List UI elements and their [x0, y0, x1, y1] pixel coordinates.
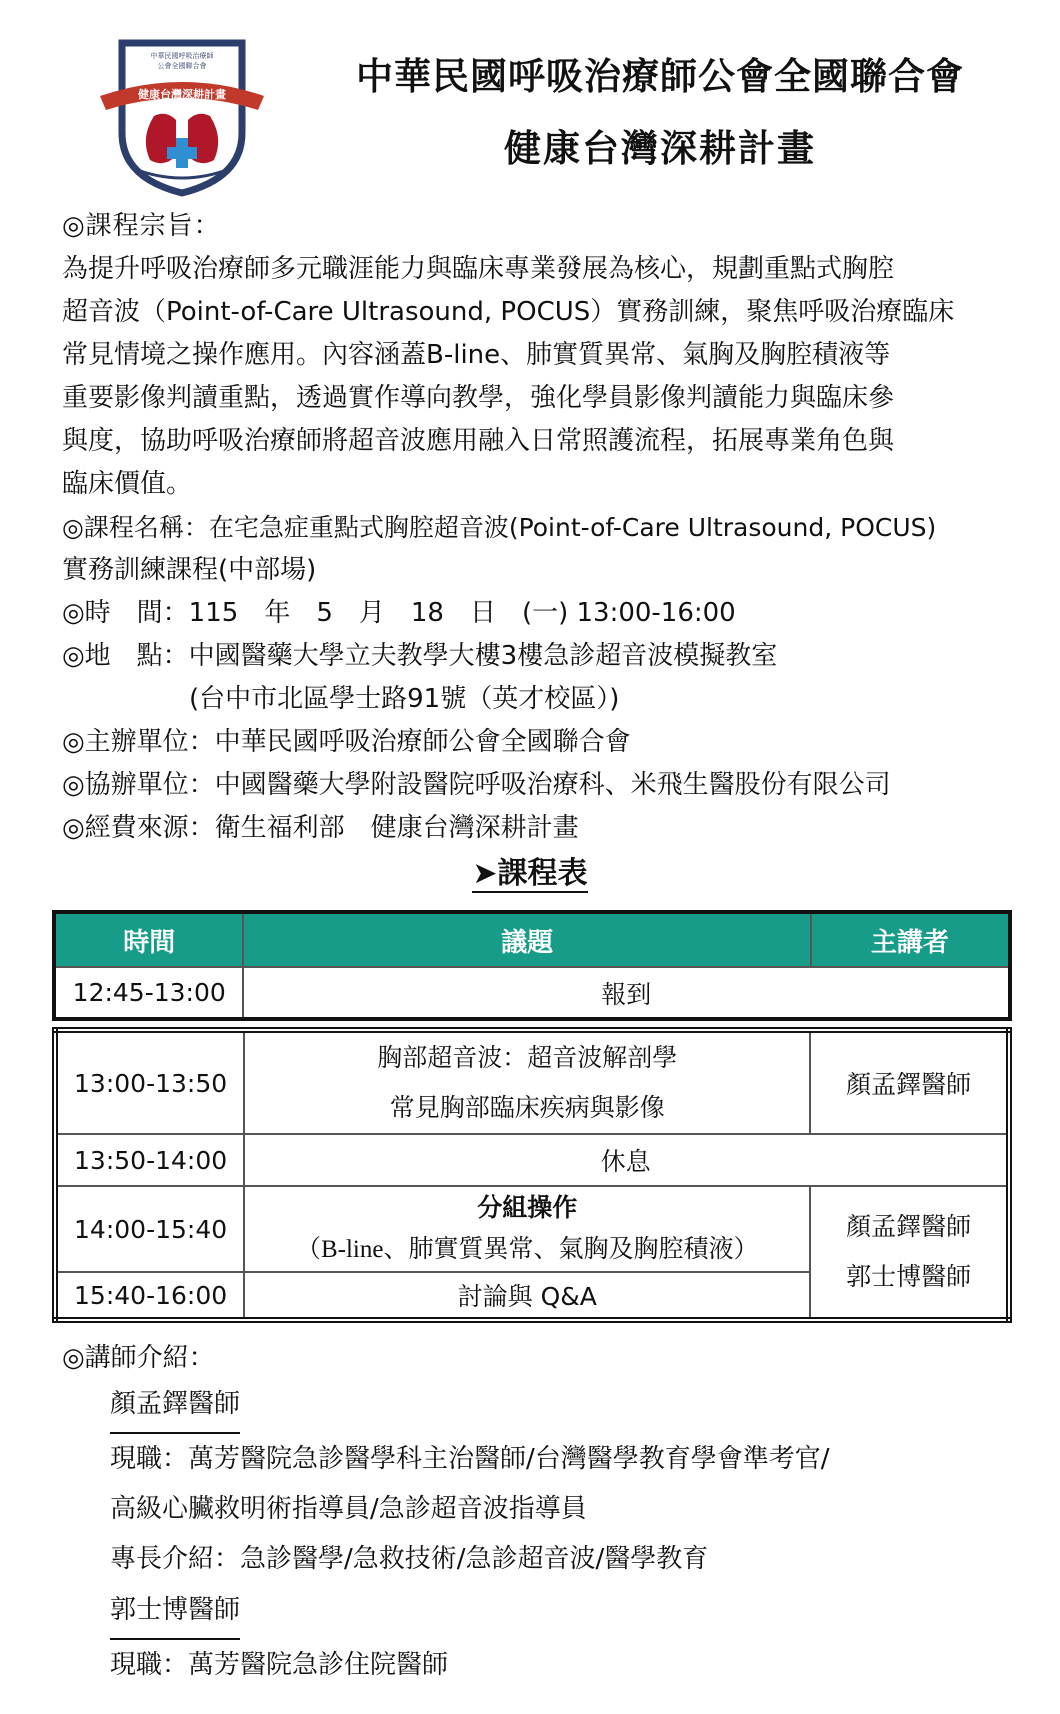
course-name-cont: 實務訓練課程(中部場) — [62, 555, 317, 585]
cell-topic: 討論與 Q&A — [244, 1272, 810, 1320]
svg-text:健康台灣深耕計畫: 健康台灣深耕計畫 — [138, 88, 226, 101]
co-organizer: ◎協辦單位：中國醫藥大學附設醫院呼吸治療科、米飛生醫股份有限公司 — [62, 770, 891, 800]
table-row — [55, 1186, 1009, 1272]
course-name: ◎課程名稱：在宅急症重點式胸腔超音波(Point-of-Care Ultrasound, POCUS) — [62, 513, 937, 542]
purpose-line: 常見情境之操作應用。內容涵蓋B-line、肺實質異常、氣胸及胸腔積液等 — [62, 340, 891, 370]
lecturer-name: 郭士博醫師 — [62, 1584, 1022, 1640]
table-row — [54, 967, 1010, 1019]
lecturer-job: 現職：萬芳醫院急診住院醫師 — [110, 1650, 449, 1680]
svg-text:公會全國聯合會: 公會全國聯合會 — [157, 62, 207, 70]
lecturer-job: 高級心臟救明術指導員/急診超音波指導員 — [110, 1494, 587, 1524]
svg-text:中華民國呼吸治療師: 中華民國呼吸治療師 — [150, 52, 214, 60]
schedule-table — [52, 910, 1012, 1323]
association-logo — [92, 38, 272, 198]
cell-topic: 分組操作 （B-line、肺實質異常、氣胸及胸腔積液） — [244, 1186, 810, 1272]
funding-source: ◎經費來源：衛生福利部 健康台灣深耕計畫 — [62, 813, 579, 843]
course-address: (台中市北區學士路91號（英才校區）) — [189, 684, 620, 714]
header-topic: 議題 — [243, 912, 810, 967]
title-line-2: 健康台灣深耕計畫 — [504, 127, 816, 170]
purpose-line: 臨床價值。 — [62, 469, 193, 499]
purpose-label: ◎課程宗旨： — [62, 211, 221, 241]
cell-time: 13:50-14:00 — [55, 1134, 244, 1186]
cell-time: 12:45-13:00 — [54, 967, 243, 1019]
cell-topic: 胸部超音波：超音波解剖學 常見胸部臨床疾病與影像 — [244, 1030, 810, 1134]
cell-time: 13:00-13:50 — [55, 1030, 244, 1134]
cell-speaker: 顏孟鐸醫師 — [810, 1030, 1009, 1134]
lecturer-label: ◎講師介紹： — [62, 1343, 215, 1373]
course-time: ◎時 間：115 年 5 月 18 日 (一) 13:00-16:00 — [62, 598, 736, 628]
cell-time: 15:40-16:00 — [55, 1272, 244, 1320]
course-info — [62, 205, 1012, 850]
cell-time: 14:00-15:40 — [55, 1186, 244, 1272]
cell-speaker: 顏孟鐸醫師 郭士博醫師 — [810, 1186, 1009, 1320]
lecturer-specialty: 專長介紹：急診醫學/急救技術/急診超音波/醫學教育 — [110, 1544, 709, 1574]
course-location: ◎地 點：中國醫藥大學立夫教學大樓3樓急診超音波模擬教室 — [62, 641, 778, 671]
header-speaker: 主講者 — [811, 912, 1010, 967]
lecturer-job: 現職：萬芳醫院急診醫學科主治醫師/台灣醫學教育學會準考官/ — [110, 1444, 830, 1474]
header-time: 時間 — [54, 912, 243, 967]
title-line-1: 中華民國呼吸治療師公會全國聯合會 — [356, 55, 964, 98]
table-header-row — [54, 912, 1010, 967]
purpose-line: 為提升呼吸治療師多元職涯能力與臨床專業發展為核心，規劃重點式胸腔 — [62, 254, 895, 284]
purpose-line: 重要影像判讀重點，透過實作導向教學，強化學員影像判讀能力與臨床參 — [62, 383, 895, 413]
schedule-title: ➤課程表 — [472, 856, 588, 891]
purpose-line: 超音波（Point-of-Care Ultrasound, POCUS）實務訓練，聚焦呼吸治療臨床 — [62, 297, 955, 327]
lecturer-name: 顏孟鐸醫師 — [62, 1378, 1022, 1434]
lecturer-intro — [62, 1338, 1022, 1690]
purpose-line: 與度，協助呼吸治療師將超音波應用融入日常照護流程，拓展專業角色與 — [62, 426, 895, 456]
table-row — [55, 1030, 1009, 1134]
table-row — [55, 1134, 1009, 1186]
cell-topic: 休息 — [244, 1134, 1009, 1186]
cell-topic: 報到 — [243, 967, 1010, 1019]
organizer: ◎主辦單位：中華民國呼吸治療師公會全國聯合會 — [62, 727, 631, 757]
